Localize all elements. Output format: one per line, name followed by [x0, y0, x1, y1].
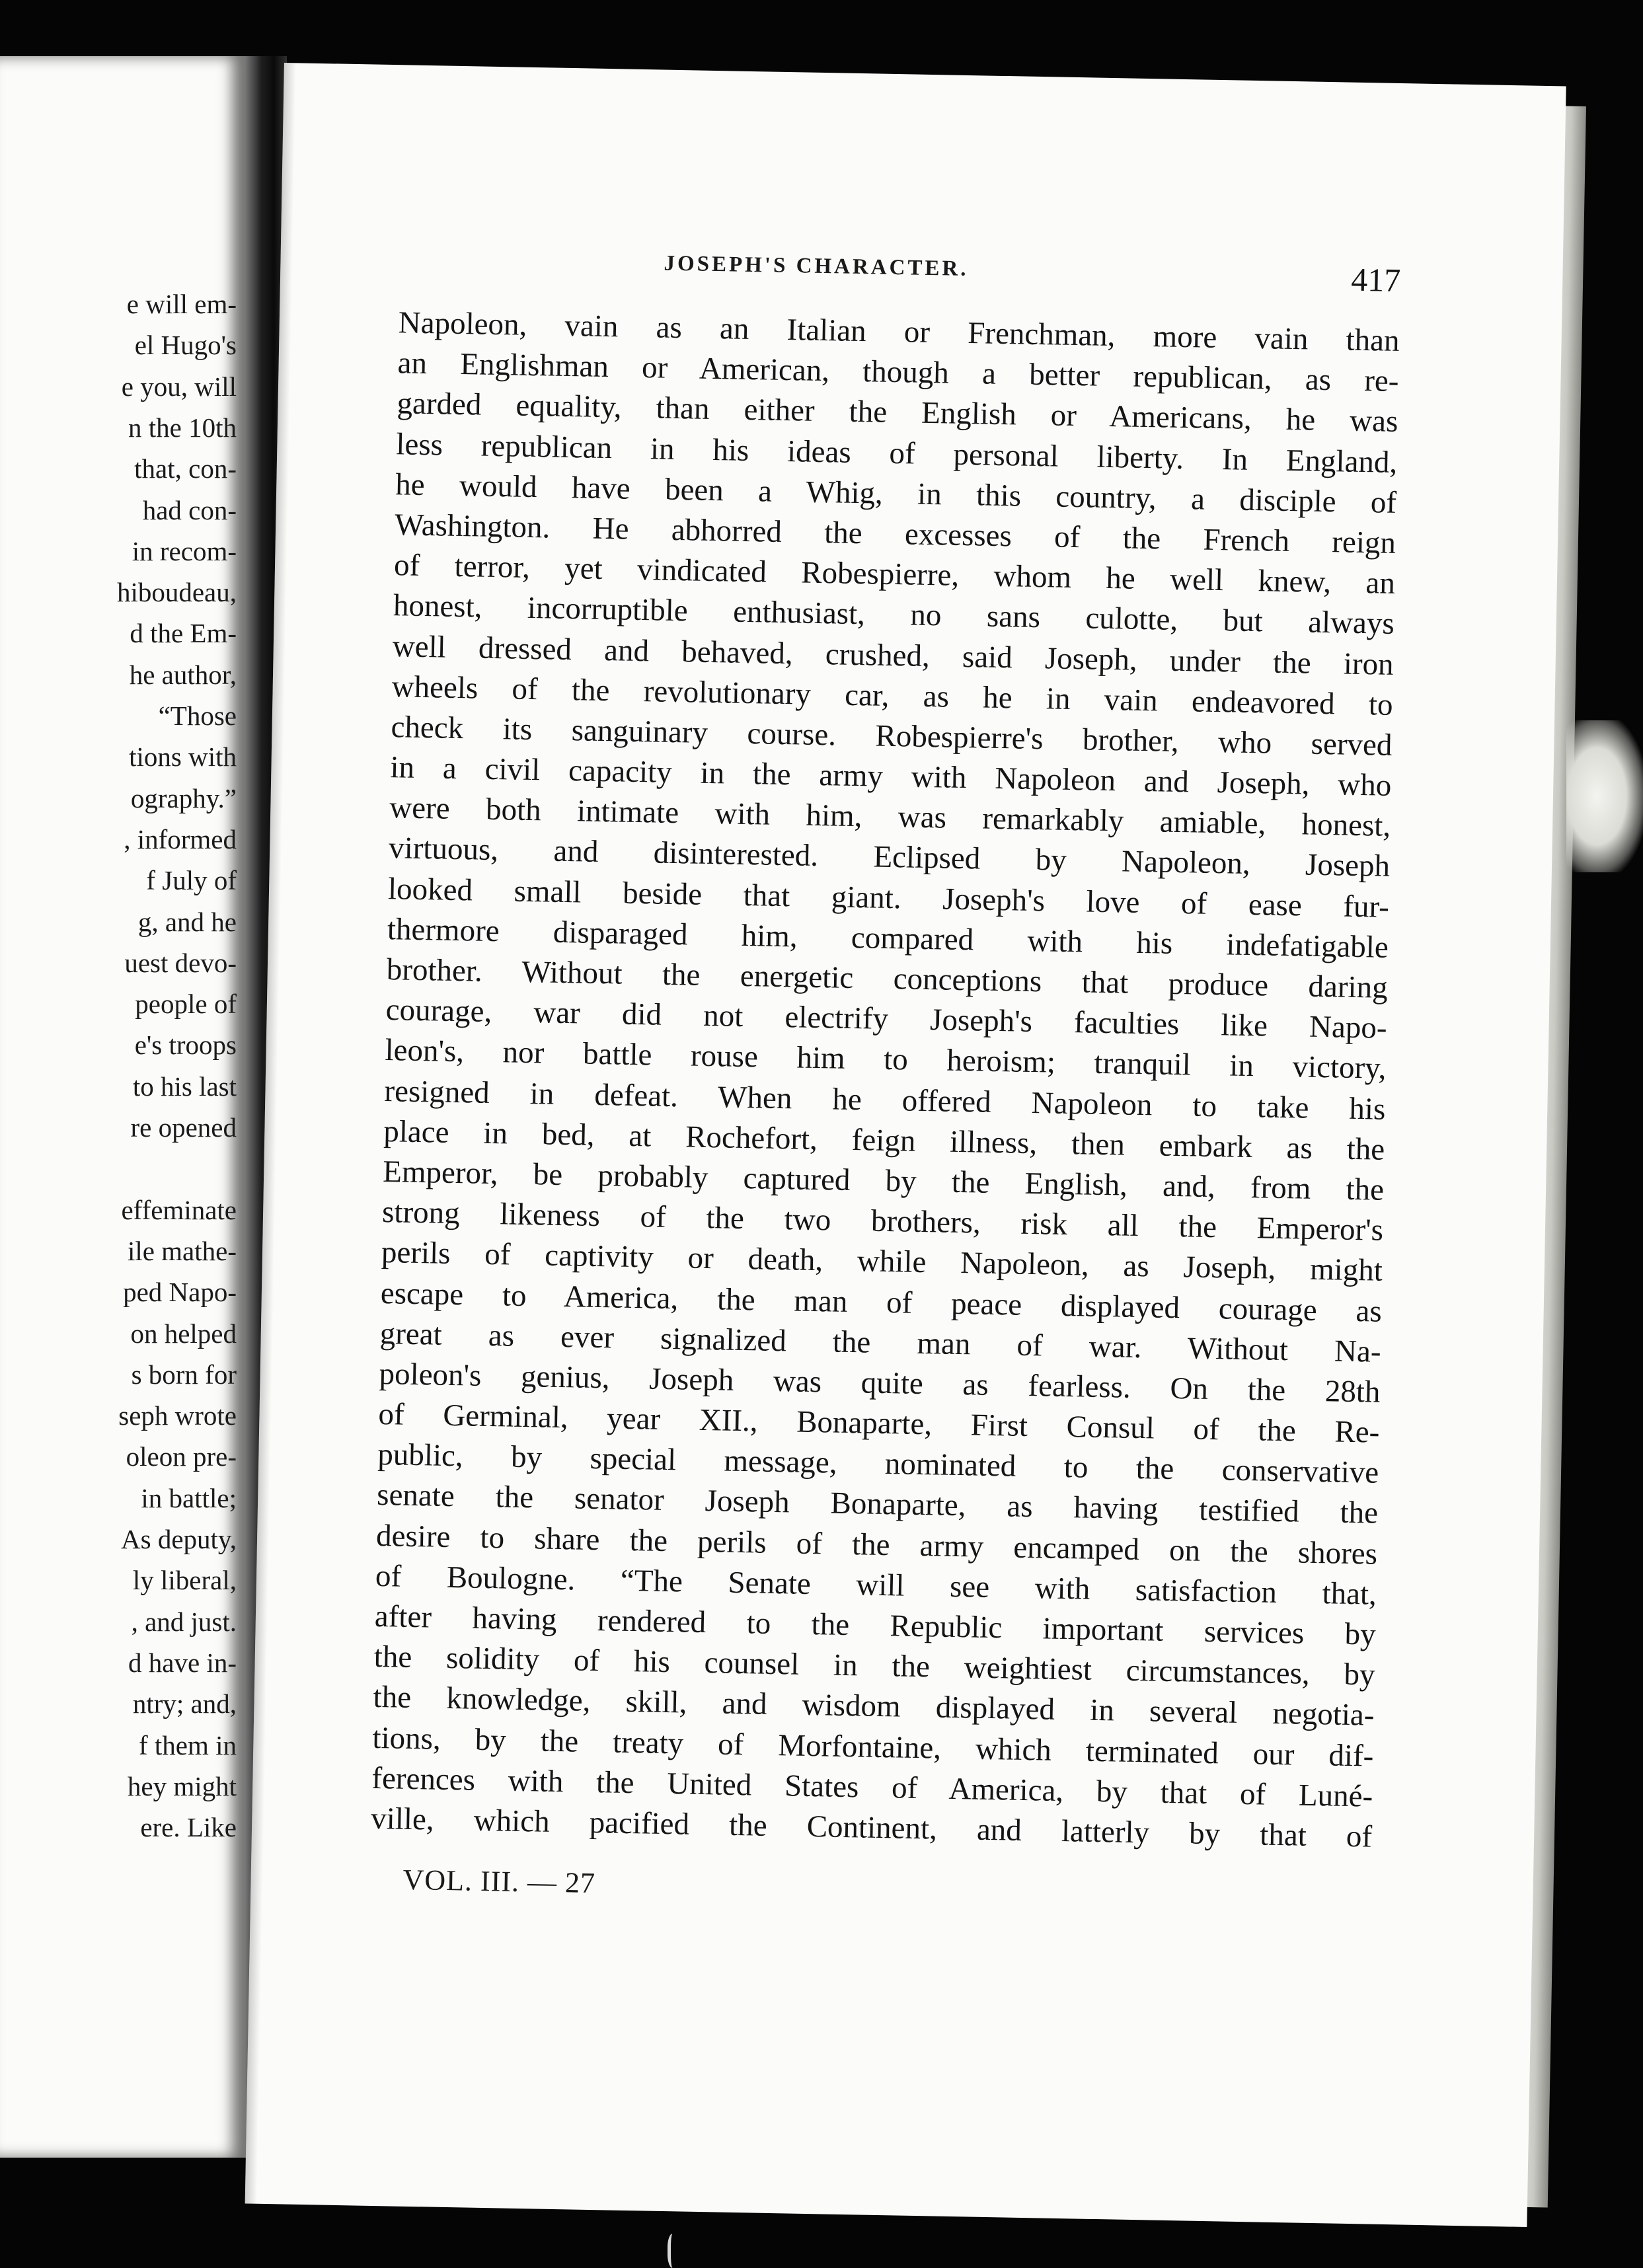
- left-page-line: e you, will: [121, 371, 237, 402]
- left-page-line: in battle;: [141, 1482, 237, 1513]
- text-line: looked small beside that giant. Joseph's love of ease fur-: [387, 871, 1390, 925]
- left-page-line: people of: [135, 989, 237, 1020]
- text-line: check its sanguinary course. Robespierre's brother, who served: [391, 710, 1393, 763]
- left-page-line: oleon pre-: [126, 1441, 237, 1472]
- left-page-line: e's troops: [134, 1030, 237, 1061]
- text-line: the knowledge, skill, and wisdom displayed in several negotia-: [373, 1680, 1375, 1733]
- text-line: well dressed and behaved, crushed, said Joseph, under the iron: [392, 628, 1395, 682]
- text-line: of terror, yet vindicated Robespierre, whom he well knew, an: [393, 548, 1396, 601]
- page-header: [399, 246, 1401, 305]
- text-line: perils of captivity or death, while Napoleon, as Joseph, might: [381, 1235, 1383, 1289]
- stray-mark: [668, 2234, 680, 2268]
- left-page-line: ntry; and,: [132, 1688, 237, 1720]
- left-page: [0, 56, 245, 2158]
- text-line: escape to America, the man of peace displayed courage as: [380, 1275, 1383, 1329]
- left-page-line: f them in: [138, 1729, 237, 1760]
- text-line: he would have been a Whig, in this country, a disciple of: [395, 467, 1397, 520]
- left-page-line: el Hugo's: [134, 330, 237, 361]
- left-page-line: re opened: [130, 1112, 237, 1143]
- body-text: [371, 303, 1400, 1857]
- text-line: brother. Without the energetic conceptions that produce daring: [386, 952, 1389, 1005]
- text-line: thermore disparaged him, compared with his indefatigable: [387, 911, 1389, 965]
- page-damage-mark: [1566, 720, 1643, 872]
- text-line: of Boulogne. “The Senate will see with satisfaction that,: [375, 1558, 1377, 1612]
- left-page-line: seph wrote: [118, 1400, 237, 1431]
- text-line: desire to share the perils of the army encamped on the shores: [375, 1518, 1378, 1571]
- text-line: Emperor, be probably captured by the English, and, from the: [382, 1154, 1385, 1207]
- text-line: wheels of the revolutionary car, as he in vain endeavored to: [391, 669, 1393, 722]
- text-line: senate the senator Joseph Bonaparte, as having testified the: [376, 1478, 1379, 1531]
- left-page-line: hiboudeau,: [116, 577, 237, 608]
- left-page-line: hey might: [127, 1770, 237, 1801]
- text-line: in a civil capacity in the army with Napoleon and Joseph, who: [390, 750, 1392, 803]
- left-page-line: had con-: [142, 494, 237, 525]
- signature-mark: VOL. III. — 27: [402, 1863, 596, 1900]
- left-page-line: tions with: [129, 741, 237, 773]
- text-line: leon's, nor battle rouse him to heroism; tranquil in victory,: [385, 1033, 1387, 1086]
- left-page-line: to his last: [132, 1071, 237, 1102]
- left-page-line: As deputy,: [121, 1524, 237, 1554]
- text-line: poleon's genius, Joseph was quite as fearless. On the 28th: [379, 1356, 1381, 1410]
- text-line: resigned in defeat. When he offered Napoleon to take his: [384, 1073, 1386, 1127]
- text-line: ville, which pacified the Continent, and latterly by that of: [370, 1801, 1373, 1854]
- right-page: [245, 63, 1566, 2227]
- text-line: honest, incorruptible enthusiast, no sans culotte, but always: [393, 588, 1395, 642]
- text-line: an Englishman or American, though a better republican, as re-: [397, 346, 1399, 399]
- left-page-line: d the Em-: [130, 618, 237, 649]
- text-line: were both intimate with him, was remarkably amiable, honest,: [389, 790, 1391, 844]
- text-line: tions, by the treaty of Morfontaine, which terminated our dif-: [372, 1720, 1374, 1774]
- text-line: place in bed, at Rochefort, feign illness, then embark as the: [383, 1114, 1385, 1167]
- left-page-line: s born for: [131, 1359, 237, 1390]
- left-page-line: ography.”: [130, 782, 237, 813]
- text-line: strong likeness of the two brothers, risk all the Emperor's: [381, 1195, 1384, 1248]
- left-page-line: g, and he: [137, 906, 237, 937]
- text-line: garded equality, than either the English or Americans, he was: [397, 386, 1398, 439]
- left-page-line: “Those: [158, 700, 237, 731]
- text-line: of Germinal, year XII., Bonaparte, First Consul of the Re-: [378, 1397, 1380, 1450]
- left-page-line: ile mathe-: [127, 1235, 237, 1266]
- left-page-line: n the 10th: [128, 412, 237, 443]
- text-line: ferences with the United States of America, by that of Luné-: [371, 1760, 1373, 1814]
- text-line: Washington. He abhorred the excesses of the French reign: [394, 508, 1396, 560]
- left-page-line: that, con-: [134, 453, 237, 484]
- left-page-line: , and just.: [131, 1606, 237, 1637]
- left-page-line: effeminate: [121, 1194, 237, 1225]
- left-page-line: f July of: [146, 865, 237, 896]
- left-page-line: ped Napo-: [123, 1277, 237, 1308]
- left-page-line: , informed: [124, 823, 237, 854]
- text-line: Napoleon, vain as an Italian or Frenchman, more vain than: [398, 305, 1400, 358]
- text-line: public, by special message, nominated to the conservative: [377, 1437, 1379, 1490]
- text-line: the solidity of his counsel in the weightiest circumstances, by: [373, 1640, 1376, 1692]
- text-line: courage, war did not electrify Joseph's faculties like Napo-: [385, 993, 1387, 1046]
- left-page-line: on helped: [130, 1318, 237, 1349]
- text-line: virtuous, and disinterested. Eclipsed by Napoleon, Joseph: [388, 831, 1391, 884]
- left-page-line: ly liberal,: [132, 1565, 237, 1596]
- text-line: after having rendered to the Republic important services by: [374, 1599, 1377, 1652]
- page-number: 417: [1350, 260, 1401, 299]
- left-page-line: uest devo-: [124, 947, 237, 978]
- left-page-line: e will em-: [126, 289, 237, 319]
- left-page-line: in recom-: [132, 535, 237, 566]
- left-page-line: he author,: [129, 659, 237, 690]
- text-line: less republican in his ideas of personal liberty. In England,: [395, 426, 1398, 480]
- running-head: JOSEPH'S CHARACTER.: [664, 251, 969, 282]
- left-page-line: d have in-: [128, 1647, 237, 1678]
- text-line: great as ever signalized the man of war. Without Na-: [379, 1316, 1382, 1369]
- left-page-line: ere. Like: [140, 1812, 237, 1843]
